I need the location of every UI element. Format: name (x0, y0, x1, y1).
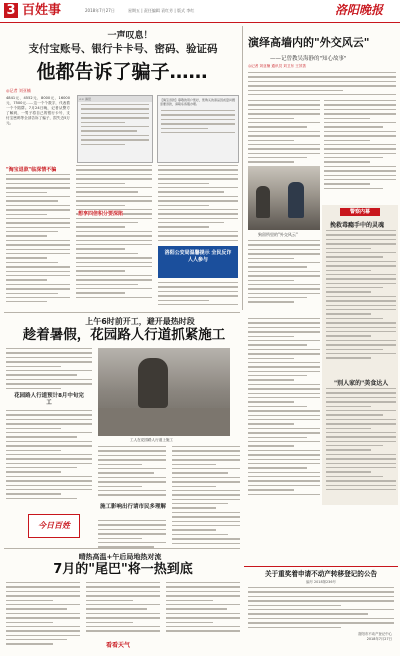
mid-col-3-text (172, 446, 240, 550)
weather-tag: 看看天气 (106, 642, 131, 649)
bottom-kicker: 晴热高温+午后局地热对流 (78, 553, 162, 561)
phone-title: << 消息 (78, 96, 152, 102)
mid-headline: 趁着暑假，花园路人行道抓紧施工 (22, 327, 226, 343)
right-col-1b-text (248, 240, 320, 310)
left-col-3b-text (158, 282, 238, 306)
column-divider (242, 26, 243, 310)
bottom-story-rule (4, 548, 240, 549)
left-col-3-text (158, 165, 238, 245)
column-logo (28, 514, 80, 538)
construction-photo-caption: 工人在花园路人行道上施工 (130, 438, 174, 442)
right-photo (248, 166, 320, 230)
public-notice (244, 566, 398, 653)
left-col-1-text (6, 174, 70, 302)
section-title: 百姓事 (22, 3, 62, 18)
right-intro-text (248, 72, 396, 100)
right-headline: 演绎高墙内的"外交风云" (248, 36, 370, 49)
masthead-date: 2018年7月27日 (85, 8, 115, 13)
bottom-col-1-text (6, 582, 80, 652)
construction-photo (98, 348, 230, 436)
sidebar-subhead-1: 挽救毒瘾手中的灵魂 (330, 222, 385, 229)
notice-title: 关于重奖着申请不动产转移登记的公告 (264, 570, 378, 578)
masthead (0, 0, 400, 23)
left-kicker: 一声叹息！ (107, 31, 153, 41)
left-byline: ◎记者 刘亚楠 (6, 88, 31, 93)
phone-screenshot-2 (157, 95, 239, 163)
left-col-2-text (76, 165, 152, 305)
mid-col-1b-text (6, 410, 92, 506)
mid-story-rule (4, 312, 240, 313)
left-subhead-1: "淘宝退款"临深情不骗 (6, 167, 57, 173)
anti-fraud-promo (158, 246, 238, 278)
right-byline: ◎记者 刘亚楠 通讯员 刘卫东 王效善 (248, 64, 307, 68)
notice-serial: 编号 2018第236号 (306, 580, 336, 584)
phone-message: 【淘宝退款】尊敬的用户您好，您购买的商品因质量问题需要退款，请联系客服办理。 (160, 98, 236, 106)
sidebar-text-1 (326, 230, 396, 370)
sidebar-text-2 (326, 388, 396, 500)
mid-col-2-text (98, 446, 166, 500)
bottom-col-2-text (86, 582, 160, 638)
right-col-2-text (324, 100, 396, 200)
mid-col-2b-text (98, 520, 166, 550)
left-lead: 4841元、4552元、8000元、16000元、7500元……这一个个数字，代表着一个个陷阱。7月24日晚，记者从警方了解到，一男子将自己的银行卡号、支付宝密码等全部告诉了骗子，损失近5万元。 (6, 96, 70, 125)
mid-subhead-1: 花园路人行道预计8月中旬完工 (14, 393, 84, 406)
bottom-col-3-text (166, 582, 240, 638)
promo-text: 洛阳公安局温馨提示 全民反诈 人人参与 (164, 250, 232, 263)
right-subhead: ——记曾教吴海静的"知心故事" (270, 56, 347, 62)
left-deck: 支付宝账号、银行卡卡号、密码、验证码 (28, 43, 218, 55)
left-subhead-2: 想享四倍积分要深陷 (78, 211, 124, 217)
mid-kicker: 上午6时前开工，避开最热时段 (85, 317, 195, 326)
sidebar-subhead-2: "别人家的"美食达人 (334, 380, 389, 387)
sidebar-tag: 警察内幕 (340, 208, 380, 216)
bottom-headline: 7月的"尾巴"将一热到底 (53, 562, 193, 577)
right-photo-caption: 狗留所里的"外交风云" (258, 232, 298, 237)
mid-col-1-text (6, 348, 92, 392)
page-number: 3 (4, 3, 18, 18)
column-logo-text: 今日百姓 (38, 521, 70, 530)
newspaper-logo: 洛阳晚报 (335, 3, 384, 17)
notice-signoff: 洛阳市不动产登记中心 (358, 632, 392, 636)
mid-right-text (248, 318, 320, 508)
masthead-editor: 星期五 | 责任编辑 袁红芳 | 版式 李红 (128, 8, 195, 13)
phone-screenshot-1 (77, 95, 153, 163)
left-headline: 他都告诉了骗子…… (36, 61, 208, 83)
mid-subhead-2: 施工影响出行请市民多理解 (100, 504, 167, 510)
notice-date: 2018年7月27日 (366, 637, 392, 641)
